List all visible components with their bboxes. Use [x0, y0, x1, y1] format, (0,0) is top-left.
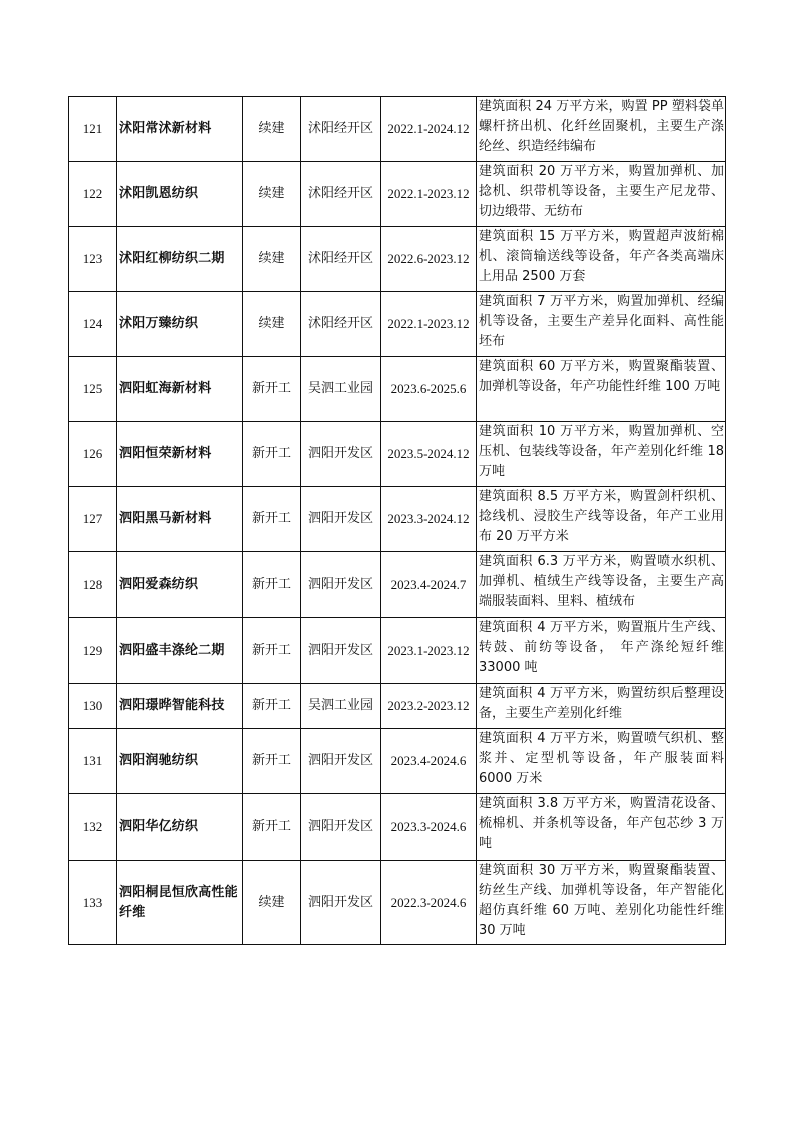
project-type: 续建 — [243, 97, 301, 162]
table-row — [69, 729, 726, 794]
project-period: 2023.3-2024.6 — [381, 794, 477, 861]
project-period: 2023.4-2024.7 — [381, 552, 477, 618]
project-location: 吴泗工业园 — [301, 357, 381, 422]
project-location: 泗阳开发区 — [301, 861, 381, 945]
row-number: 127 — [69, 487, 117, 552]
project-name: 泗阳璟晔智能科技 — [117, 684, 243, 729]
project-period: 2023.4-2024.6 — [381, 729, 477, 794]
project-name: 泗阳华亿纺织 — [117, 794, 243, 861]
project-table — [68, 96, 726, 945]
project-name: 沭阳万臻纺织 — [117, 292, 243, 357]
project-type: 续建 — [243, 292, 301, 357]
table-row — [69, 684, 726, 729]
project-period: 2023.2-2023.12 — [381, 684, 477, 729]
row-number: 133 — [69, 861, 117, 945]
table-row — [69, 794, 726, 861]
project-period: 2023.1-2023.12 — [381, 618, 477, 684]
project-period: 2022.1-2024.12 — [381, 97, 477, 162]
project-name: 泗阳虹海新材料 — [117, 357, 243, 422]
row-number: 122 — [69, 162, 117, 227]
table-row — [69, 227, 726, 292]
project-period: 2023.6-2025.6 — [381, 357, 477, 422]
table-row — [69, 552, 726, 618]
project-description: 建筑面积 8.5 万平方米，购置剑杆织机、捻线机、浸胶生产线等设备，年产工业用布 20 万平方米 — [477, 487, 726, 552]
project-period: 2023.5-2024.12 — [381, 422, 477, 487]
project-name: 沭阳常沭新材料 — [117, 97, 243, 162]
row-number: 125 — [69, 357, 117, 422]
project-location: 沭阳经开区 — [301, 97, 381, 162]
project-name: 泗阳恒荣新材料 — [117, 422, 243, 487]
project-name: 泗阳爱森纺织 — [117, 552, 243, 618]
project-location: 吴泗工业园 — [301, 684, 381, 729]
project-period: 2022.3-2024.6 — [381, 861, 477, 945]
project-description: 建筑面积 10 万平方米，购置加弹机、空压机、包装线等设备，年产差别化纤维 18 万吨 — [477, 422, 726, 487]
project-type: 新开工 — [243, 729, 301, 794]
project-description: 建筑面积 4 万平方米，购置瓶片生产线、转鼓、前纺等设备， 年产涤纶短纤维 33000 吨 — [477, 618, 726, 684]
project-name: 沭阳凯恩纺织 — [117, 162, 243, 227]
project-name: 泗阳黑马新材料 — [117, 487, 243, 552]
project-location: 泗阳开发区 — [301, 618, 381, 684]
project-period: 2023.3-2024.12 — [381, 487, 477, 552]
row-number: 128 — [69, 552, 117, 618]
project-description: 建筑面积 30 万平方米，购置聚酯装置、纺丝生产线、加弹机等设备，年产智能化超仿真纤维 60 万吨、差别化功能性纤维 30 万吨 — [477, 861, 726, 945]
project-description: 建筑面积 7 万平方米，购置加弹机、经编机等设备，主要生产差异化面料、高性能坯布 — [477, 292, 726, 357]
project-name: 泗阳盛丰涤纶二期 — [117, 618, 243, 684]
project-type: 新开工 — [243, 357, 301, 422]
project-description: 建筑面积 3.8 万平方米，购置清花设备、梳棉机、并条机等设备，年产包芯纱 3 万吨 — [477, 794, 726, 861]
project-description: 建筑面积 20 万平方米，购置加弹机、加捻机、织带机等设备，主要生产尼龙带、切边缎带、无纺布 — [477, 162, 726, 227]
project-location: 沭阳经开区 — [301, 292, 381, 357]
project-name: 泗阳桐昆恒欣高性能纤维 — [117, 861, 243, 945]
table-row — [69, 357, 726, 422]
project-name: 沭阳红柳纺织二期 — [117, 227, 243, 292]
table-row — [69, 618, 726, 684]
row-number: 129 — [69, 618, 117, 684]
row-number: 124 — [69, 292, 117, 357]
table-row — [69, 422, 726, 487]
project-type: 续建 — [243, 162, 301, 227]
table-row — [69, 97, 726, 162]
project-description: 建筑面积 15 万平方米，购置超声波絎棉机、滚筒输送线等设备，年产各类高端床上用品 2500 万套 — [477, 227, 726, 292]
project-location: 泗阳开发区 — [301, 729, 381, 794]
project-description: 建筑面积 6.3 万平方米，购置喷水织机、加弹机、植绒生产线等设备，主要生产高端服装面料、里料、植绒布 — [477, 552, 726, 618]
table-row — [69, 487, 726, 552]
row-number: 121 — [69, 97, 117, 162]
project-period: 2022.1-2023.12 — [381, 162, 477, 227]
project-description: 建筑面积 4 万平方米，购置喷气织机、整浆并、定型机等设备，年产服装面料 6000 万米 — [477, 729, 726, 794]
row-number: 130 — [69, 684, 117, 729]
table-row — [69, 162, 726, 227]
project-period: 2022.1-2023.12 — [381, 292, 477, 357]
project-location: 泗阳开发区 — [301, 422, 381, 487]
project-type: 新开工 — [243, 552, 301, 618]
row-number: 123 — [69, 227, 117, 292]
project-description: 建筑面积 60 万平方米，购置聚酯装置、加弹机等设备，年产功能性纤维 100 万吨 — [477, 357, 726, 422]
project-location: 泗阳开发区 — [301, 487, 381, 552]
row-number: 126 — [69, 422, 117, 487]
project-type: 续建 — [243, 861, 301, 945]
project-type: 新开工 — [243, 422, 301, 487]
project-type: 续建 — [243, 227, 301, 292]
project-name: 泗阳润驰纺织 — [117, 729, 243, 794]
table-row — [69, 861, 726, 945]
project-type: 新开工 — [243, 794, 301, 861]
project-location: 泗阳开发区 — [301, 794, 381, 861]
project-type: 新开工 — [243, 487, 301, 552]
project-location: 沭阳经开区 — [301, 162, 381, 227]
project-description: 建筑面积 24 万平方米，购置 PP 塑料袋单螺杆挤出机、化纤丝固聚机，主要生产涤纶丝、织造经纬编布 — [477, 97, 726, 162]
project-type: 新开工 — [243, 618, 301, 684]
project-description: 建筑面积 4 万平方米，购置纺织后整理设备，主要生产差别化纤维 — [477, 684, 726, 729]
row-number: 131 — [69, 729, 117, 794]
row-number: 132 — [69, 794, 117, 861]
project-type: 新开工 — [243, 684, 301, 729]
project-location: 泗阳开发区 — [301, 552, 381, 618]
project-period: 2022.6-2023.12 — [381, 227, 477, 292]
project-location: 沭阳经开区 — [301, 227, 381, 292]
table-row — [69, 292, 726, 357]
